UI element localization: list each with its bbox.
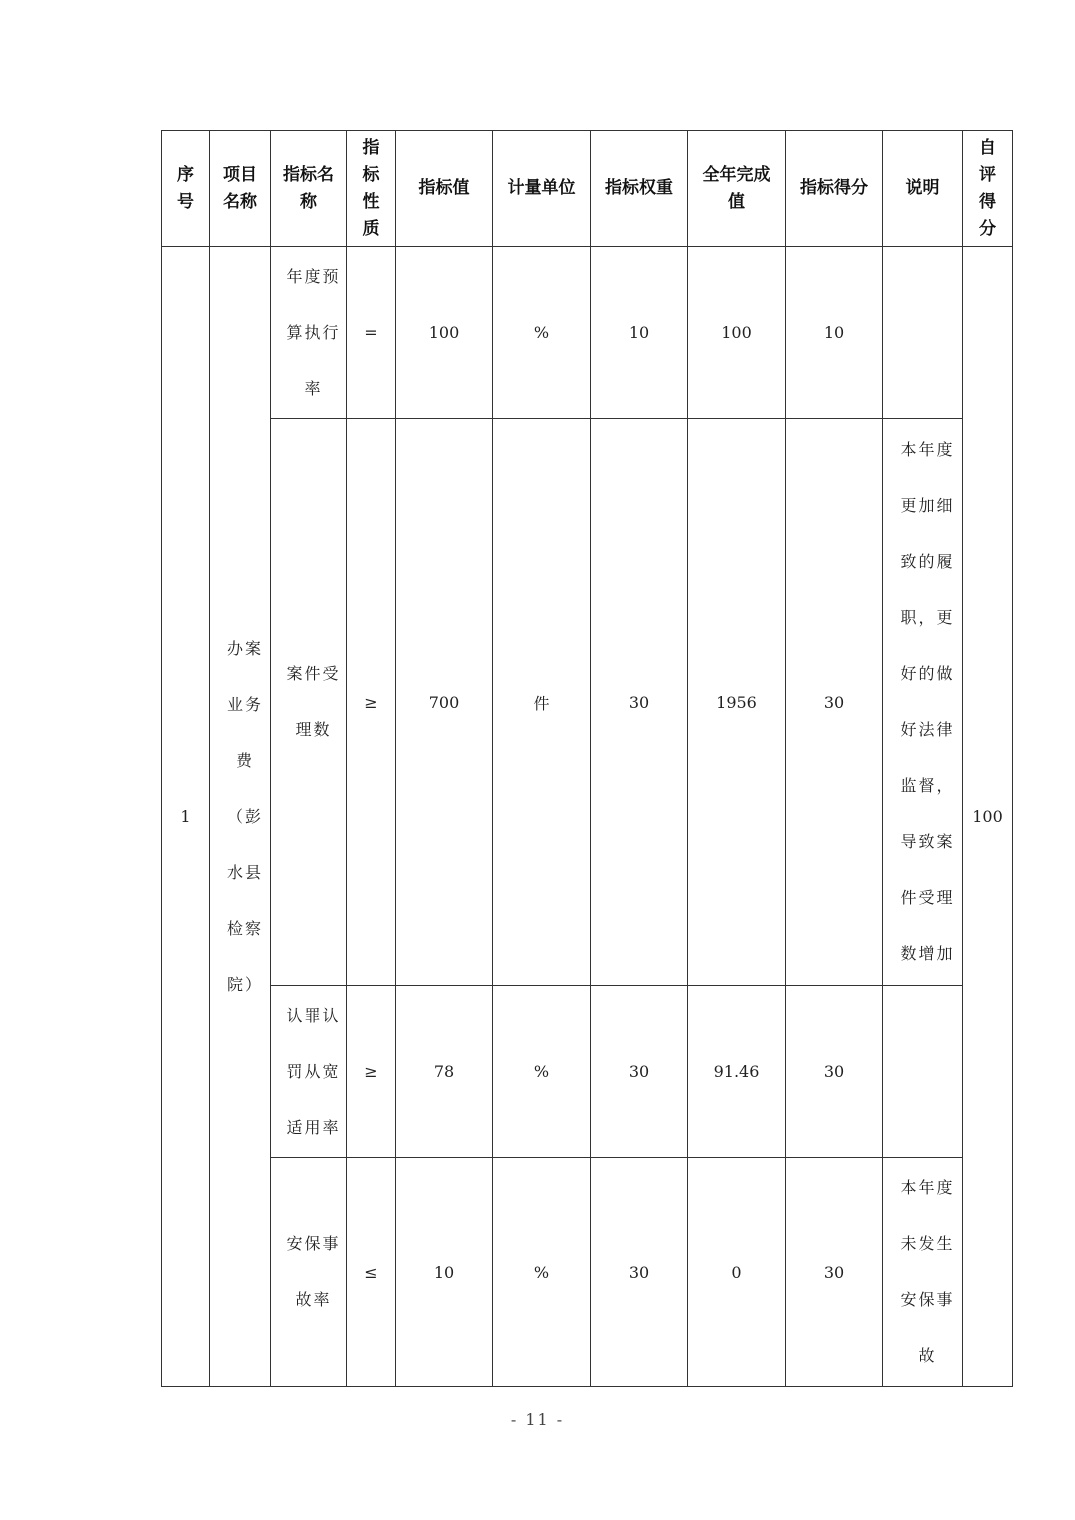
annual-value-cell: 100 [688, 247, 786, 419]
table-row [162, 419, 1013, 986]
table-row [162, 1158, 1013, 1387]
note-cell: 本年度 未发生 安保事 故 [883, 1158, 963, 1387]
header-project: 项目 名称 [210, 131, 271, 247]
annual-value-cell: 91.46 [688, 986, 786, 1158]
indicator-nature-cell: ≥ [347, 419, 396, 986]
indicator-nature-cell: = [347, 247, 396, 419]
score-cell: 30 [786, 986, 883, 1158]
indicator-nature-cell: ≤ [347, 1158, 396, 1387]
header-score: 指标得分 [786, 131, 883, 247]
score-cell: 30 [786, 1158, 883, 1387]
table-row [162, 247, 1013, 419]
indicator-name-cell: 年度预 算执行 率 [271, 247, 347, 419]
header-row [162, 131, 1013, 247]
unit-cell: % [493, 247, 591, 419]
header-seq: 序 号 [162, 131, 210, 247]
indicator-name-cell: 安保事 故率 [271, 1158, 347, 1387]
note-cell [883, 986, 963, 1158]
weight-cell: 10 [591, 247, 688, 419]
note-cell: 本年度 更加细 致的履 职，更 好的做 好法律 监督， 导致案 件受理 数增加 [883, 419, 963, 986]
header-weight: 指标权重 [591, 131, 688, 247]
annual-value-cell: 0 [688, 1158, 786, 1387]
seq-cell: 1 [162, 247, 210, 1387]
project-name-cell: 办案 业务 费 （彭 水县 检察 院） [210, 247, 271, 1387]
indicator-value-cell: 78 [396, 986, 493, 1158]
page-number: - 11 - [510, 1410, 565, 1429]
header-indicator-value: 指标值 [396, 131, 493, 247]
performance-table [161, 130, 1013, 1387]
header-unit: 计量单位 [493, 131, 591, 247]
indicator-name-cell: 认罪认 罚从宽 适用率 [271, 986, 347, 1158]
table-row [162, 986, 1013, 1158]
header-indicator-nature: 指 标 性 质 [347, 131, 396, 247]
indicator-value-cell: 700 [396, 419, 493, 986]
weight-cell: 30 [591, 1158, 688, 1387]
header-indicator-name: 指标名 称 [271, 131, 347, 247]
weight-cell: 30 [591, 419, 688, 986]
weight-cell: 30 [591, 986, 688, 1158]
unit-cell: % [493, 1158, 591, 1387]
unit-cell: % [493, 986, 591, 1158]
annual-value-cell: 1956 [688, 419, 786, 986]
header-note: 说明 [883, 131, 963, 247]
self-score-cell: 100 [963, 247, 1013, 1387]
score-cell: 30 [786, 419, 883, 986]
score-cell: 10 [786, 247, 883, 419]
header-annual-value: 全年完成 值 [688, 131, 786, 247]
indicator-name-cell: 案件受 理数 [271, 419, 347, 986]
indicator-nature-cell: ≥ [347, 986, 396, 1158]
header-self-score: 自 评 得 分 [963, 131, 1013, 247]
unit-cell: 件 [493, 419, 591, 986]
indicator-value-cell: 10 [396, 1158, 493, 1387]
indicator-value-cell: 100 [396, 247, 493, 419]
note-cell [883, 247, 963, 419]
